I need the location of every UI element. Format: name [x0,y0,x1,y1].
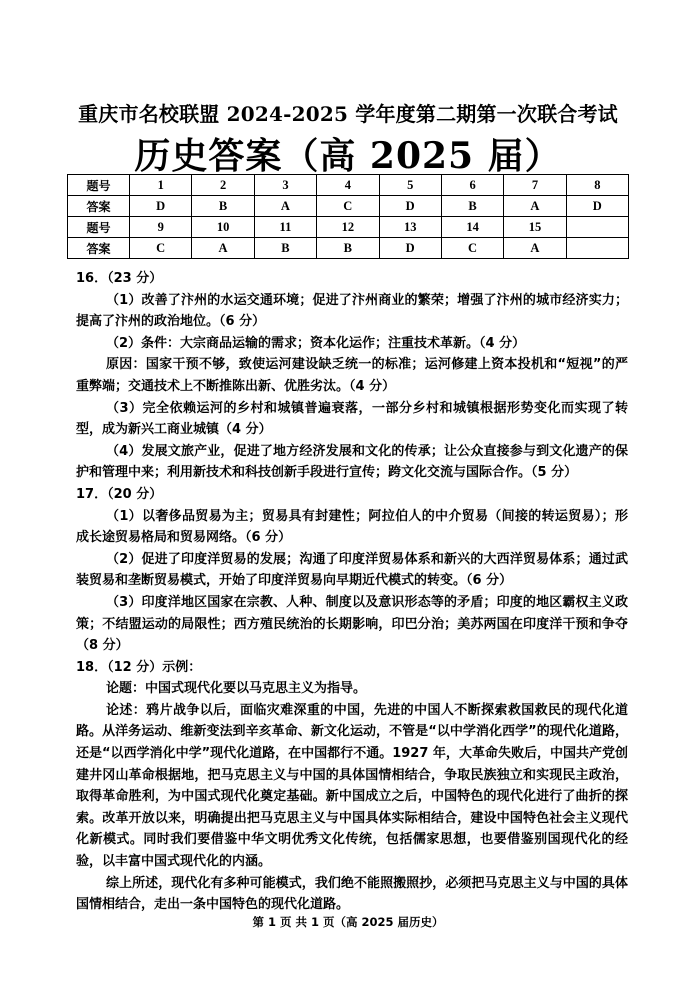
answer-body [76,268,628,916]
answer-table-cell: C [317,196,379,217]
answer-table-cell: D [566,196,628,217]
answer-table-cell: B [254,238,316,259]
answer-table-cell: B [317,238,379,259]
answer-table-cell: 7 [504,175,566,196]
q18-conclusion: 综上所述，现代化有多种可能模式，我们绝不能照搬照抄，必须把马克思主义与中国的具体国情相结合，走出一条中国特色的现代化道路。 [76,875,628,913]
exam-title: 重庆市名校联盟 2024-2025 学年度第二期第一次联合考试 [78,102,618,126]
answer-table-cell: D [379,196,441,217]
q18-argument: 论述：鸦片战争以后，面临灾难深重的中国，先进的中国人不断探索救国救民的现代化道路。从洋务运动、维新变法到辛亥革命、新文化运动，不管是“以中学消化西学”的现代化道路，还是“以西学消化中学”现代化道路，在中国都行不通。1927 年，大革命失败后，中国共产党创建井冈山革命根据地，把马克思主义与中国的具体国情相结合，争取民族独立和实现民主政治，取得革命胜利，为中国式现代化奠定基础。新中国成立之后，中国特色的现代化进行了曲折的探索。改革开放以来，明确提出把马克思主义与中国具体实际相结合，建设中国特色社会主义现代化新模式。同时我们要借鉴中华文明优秀文化传统，包括儒家思想，也要借鉴别国现代化的经验，以丰富中国式现代化的内涵。 [76,702,628,870]
answer-table-cell: 11 [254,217,316,238]
q16-part4: （4）发展文旅产业，促进了地方经济发展和文化的传承；让公众直接参与到文化遗产的保护和管理中来；利用新技术和科技创新手段进行宣传；跨文化交流与国际合作。（5 分） [76,443,628,481]
answer-table-row [68,217,629,238]
answer-table-row-label: 题号 [68,217,130,238]
answer-table-cell: A [192,238,254,259]
q17-part3: （3）印度洋地区国家在宗教、人种、制度以及意识形态等的矛盾；印度的地区霸权主义政策；不结盟运动的局限性；西方殖民统治的长期影响，印巴分治；美苏两国在印度洋干预和争夺（8 分） [76,594,628,654]
q18-thesis: 论题：中国式现代化要以马克思主义为指导。 [106,681,367,697]
answer-table-row-label: 答案 [68,196,130,217]
answer-table-cell: 15 [504,217,566,238]
answer-table-row-label: 题号 [68,175,130,196]
q17-heading: 17．（20 分） [76,486,163,502]
answer-table-cell: D [130,196,192,217]
page-footer: 第 1 页 共 1 页（高 2025 届历史） [252,915,444,929]
answer-table-cell: 10 [192,217,254,238]
answer-table-row [68,175,629,196]
answer-table-row [68,196,629,217]
answer-table-cell: D [379,238,441,259]
answer-table-cell: 9 [130,217,192,238]
answer-table-cell: 2 [192,175,254,196]
answer-table [67,174,629,259]
answer-table-cell: 8 [566,175,628,196]
answer-table-cell: A [254,196,316,217]
answer-table-cell: 14 [441,217,503,238]
answer-table-cell: 12 [317,217,379,238]
answer-table-cell: 4 [317,175,379,196]
answer-table-cell: C [130,238,192,259]
answer-table-cell: A [504,196,566,217]
answer-table-cell: A [504,238,566,259]
answer-table-cell: C [441,238,503,259]
answer-table-cell [566,238,628,259]
answer-table-row [68,238,629,259]
answer-table-cell [566,217,628,238]
q16-heading: 16．（23 分） [76,271,163,286]
q17-part1: （1）以奢侈品贸易为主；贸易具有封建性；阿拉伯人的中介贸易（间接的转运贸易）；形成长途贸易格局和贸易网络。（6 分） [76,508,628,546]
answer-table-cell: B [192,196,254,217]
q18-heading: 18．（12 分）示例： [76,659,202,675]
answer-title: 历史答案（高 2025 届） [134,135,562,177]
answer-table-cell: 6 [441,175,503,196]
q16-part2: （2）条件：大宗商品运输的需求；资本化运作；注重技术革新。（4 分） [106,335,526,351]
q16-part2-reasons: 原因：国家干预不够，致使运河建设缺乏统一的标准；运河修建上资本投机和“短视”的严重弊端；交通技术上不断推陈出新、优胜劣汰。（4 分） [76,357,628,394]
answer-table-cell: 13 [379,217,441,238]
q16-part1: （1）改善了汴州的水运交通环境；促进了汴州商业的繁荣；增强了汴州的城市经济实力；提高了汴州的政治地位。（6 分） [76,292,628,330]
answer-table-row-label: 答案 [68,238,130,259]
q17-part2: （2）促进了印度洋贸易的发展；沟通了印度洋贸易体系和新兴的大西洋贸易体系；通过武装贸易和垄断贸易模式，开始了印度洋贸易向早期近代模式的转变。（6 分） [76,551,628,589]
answer-table-cell: 3 [254,175,316,196]
answer-table-cell: 5 [379,175,441,196]
answer-table-cell: 1 [130,175,192,196]
answer-table-cell: B [441,196,503,217]
q16-part3: （3）完全依赖运河的乡村和城镇普遍衰落，一部分乡村和城镇根据形势变化而实现了转型，成为新兴工商业城镇（4 分） [76,400,628,438]
